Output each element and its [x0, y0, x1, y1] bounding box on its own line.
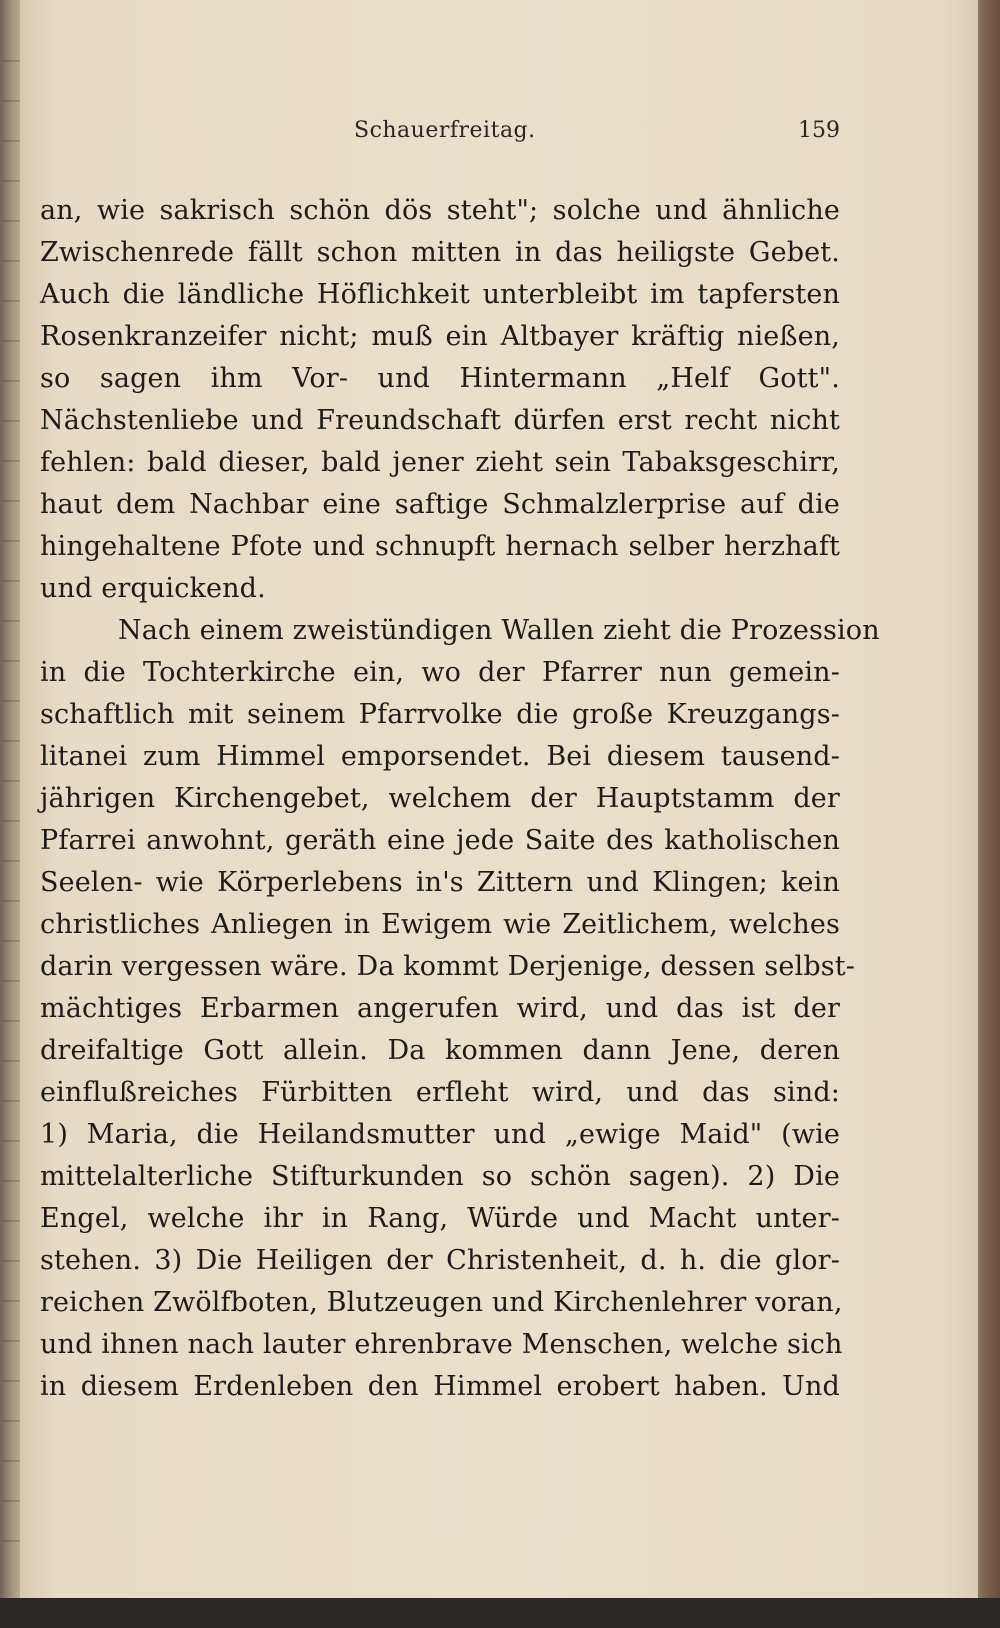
text-line: mittelalterliche Stifturkunden so schön sagen). 2) Die: [40, 1161, 840, 1192]
text-line: Rosenkranzeifer nicht; muß ein Altbayer kräftig nießen,: [40, 321, 840, 352]
text-line: so sagen ihm Vor- und Hintermann „Helf Gott".: [40, 363, 840, 394]
page-number: 159: [798, 118, 840, 143]
text-line: Engel, welche ihr in Rang, Würde und Macht unter-: [40, 1203, 840, 1234]
text-line: fehlen: bald dieser, bald jener zieht sein Tabaksgeschirr,: [40, 447, 840, 478]
text-line: und ihnen nach lauter ehrenbrave Menschen, welche sich: [40, 1329, 843, 1360]
text-line: Seelen- wie Körperlebens in's Zittern und Klingen; kein: [40, 867, 840, 898]
paragraph-start-line: Nach einem zweistündigen Wallen zieht die Prozession: [118, 615, 880, 646]
text-line: in die Tochterkirche ein, wo der Pfarrer nun gemein-: [40, 657, 840, 688]
text-line: jährigen Kirchengebet, welchem der Hauptstamm der: [40, 783, 840, 814]
text-line: 1) Maria, die Heilandsmutter und „ewige Maid" (wie: [40, 1119, 840, 1150]
text-line: reichen Zwölfboten, Blutzeugen und Kirchenlehrer voran,: [40, 1287, 843, 1318]
text-line: hingehaltene Pfote und schnupft hernach selber herzhaft: [40, 531, 840, 562]
text-line: mächtiges Erbarmen angerufen wird, und das ist der: [40, 993, 840, 1024]
text-line: in diesem Erdenleben den Himmel erobert haben. Und: [40, 1371, 840, 1402]
body-text: [40, 190, 880, 1408]
text-line: dreifaltige Gott allein. Da kommen dann Jene, deren: [40, 1035, 840, 1066]
text-line: litanei zum Himmel emporsendet. Bei diesem tausend-: [40, 741, 840, 772]
text-line: stehen. 3) Die Heiligen der Christenheit, d. h. die glor-: [40, 1245, 840, 1276]
text-line: darin vergessen wäre. Da kommt Derjenige, dessen selbst-: [40, 951, 856, 982]
text-line: schaftlich mit seinem Pfarrvolke die große Kreuzgangs-: [40, 699, 840, 730]
text-line: christliches Anliegen in Ewigem wie Zeitlichem, welches: [40, 909, 840, 940]
page-edge-right: [978, 0, 1000, 1628]
text-line: Zwischenrede fällt schon mitten in das heiligste Gebet.: [40, 237, 840, 268]
running-title: Schauerfreitag.: [354, 118, 536, 143]
text-line: haut dem Nachbar eine saftige Schmalzlerprise auf die: [40, 489, 840, 520]
page-header: [40, 118, 840, 154]
text-line: Auch die ländliche Höflichkeit unterbleibt im tapfersten: [40, 279, 840, 310]
text-line: Nächstenliebe und Freundschaft dürfen erst recht nicht: [40, 405, 840, 436]
text-line: Pfarrei anwohnt, geräth eine jede Saite des katholischen: [40, 825, 840, 856]
page-edge-bottom: [0, 1598, 1000, 1628]
text-line: einflußreiches Fürbitten erfleht wird, und das sind:: [40, 1077, 840, 1108]
paragraph-end-line: und erquickend.: [40, 573, 266, 604]
text-line: an, wie sakrisch schön dös steht"; solche und ähnliche: [40, 195, 840, 226]
